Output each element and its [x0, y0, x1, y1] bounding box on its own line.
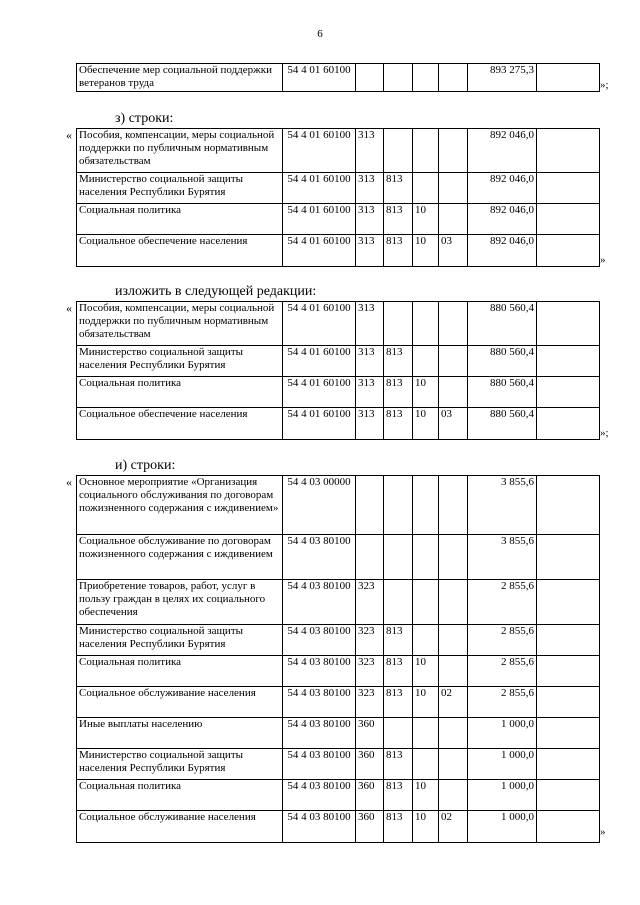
- cell-c6: [439, 302, 468, 346]
- cell-empty: [537, 377, 600, 408]
- cell-amount: 892 046,0: [468, 204, 537, 235]
- table-row: [77, 749, 600, 780]
- cell-code: 54 4 03 80100: [283, 687, 356, 718]
- cell-code: 54 4 01 60100: [283, 235, 356, 267]
- cell-c5: 10: [413, 408, 439, 440]
- cell-c4: 813: [384, 811, 413, 843]
- cell-c5: 10: [413, 235, 439, 267]
- table-row: [77, 204, 600, 235]
- cell-c3: 313: [356, 173, 384, 204]
- close-quote-section2: »;: [600, 427, 609, 439]
- cell-c3: 313: [356, 377, 384, 408]
- cell-c3: 323: [356, 625, 384, 656]
- cell-name: Социальное обслуживание населения: [77, 811, 283, 843]
- cell-name: Пособия, компенсации, меры социальной поддержки по публичным нормативным обязательствам: [77, 302, 283, 346]
- open-quote-section1: «: [66, 128, 72, 142]
- table-row: [77, 625, 600, 656]
- table-section0: [76, 63, 600, 92]
- cell-c3: 313: [356, 235, 384, 267]
- table-row: [77, 129, 600, 173]
- cell-c4: [384, 302, 413, 346]
- cell-empty: [537, 408, 600, 440]
- cell-c6: [439, 173, 468, 204]
- cell-empty: [537, 780, 600, 811]
- cell-c5: 10: [413, 656, 439, 687]
- cell-code: 54 4 01 60100: [283, 302, 356, 346]
- cell-code: 54 4 01 60100: [283, 377, 356, 408]
- table-section3: [76, 475, 600, 843]
- table-row: [77, 476, 600, 535]
- cell-c3: [356, 535, 384, 580]
- cell-c6: [439, 476, 468, 535]
- cell-c3: 323: [356, 580, 384, 625]
- cell-c5: [413, 173, 439, 204]
- table-row: [77, 235, 600, 267]
- table-row: [77, 656, 600, 687]
- cell-c4: [384, 129, 413, 173]
- cell-c3: [356, 64, 384, 92]
- table-row: [77, 535, 600, 580]
- cell-c4: 813: [384, 204, 413, 235]
- cell-name: Социальное обслуживание по договорам пожизненного содержания с иждивением: [77, 535, 283, 580]
- cell-amount: 2 855,6: [468, 687, 537, 718]
- cell-name: Министерство социальной защиты населения Республики Бурятия: [77, 625, 283, 656]
- cell-amount: 880 560,4: [468, 302, 537, 346]
- cell-empty: [537, 749, 600, 780]
- cell-c4: 813: [384, 173, 413, 204]
- cell-empty: [537, 580, 600, 625]
- cell-c6: [439, 780, 468, 811]
- cell-c4: 813: [384, 346, 413, 377]
- open-quote-section3: «: [66, 475, 72, 489]
- cell-c5: [413, 718, 439, 749]
- cell-c3: 360: [356, 749, 384, 780]
- cell-c4: 813: [384, 749, 413, 780]
- cell-c6: [439, 204, 468, 235]
- cell-c4: [384, 535, 413, 580]
- cell-c3: 313: [356, 204, 384, 235]
- cell-c5: [413, 749, 439, 780]
- rows: [77, 129, 600, 267]
- cell-empty: [537, 625, 600, 656]
- table-row: [77, 346, 600, 377]
- cell-c3: [356, 476, 384, 535]
- cell-empty: [537, 173, 600, 204]
- cell-name: Основное мероприятие «Организация социального обслуживания по договорам пожизненного содержания с иждивением»: [77, 476, 283, 535]
- cell-c5: [413, 129, 439, 173]
- cell-amount: 1 000,0: [468, 718, 537, 749]
- cell-c3: 313: [356, 302, 384, 346]
- cell-amount: 880 560,4: [468, 346, 537, 377]
- cell-empty: [537, 64, 600, 92]
- cell-name: Иные выплаты населению: [77, 718, 283, 749]
- cell-code: 54 4 03 80100: [283, 780, 356, 811]
- cell-code: 54 4 03 80100: [283, 535, 356, 580]
- cell-c3: 323: [356, 656, 384, 687]
- cell-amount: 1 000,0: [468, 780, 537, 811]
- cell-c5: [413, 346, 439, 377]
- cell-c4: [384, 476, 413, 535]
- cell-name: Социальная политика: [77, 377, 283, 408]
- cell-c5: 10: [413, 204, 439, 235]
- rows: [77, 302, 600, 440]
- cell-c6: [439, 377, 468, 408]
- cell-c6: [439, 656, 468, 687]
- cell-code: 54 4 01 60100: [283, 129, 356, 173]
- table-row: [77, 580, 600, 625]
- cell-c4: [384, 64, 413, 92]
- table-row: [77, 64, 600, 92]
- cell-c5: [413, 580, 439, 625]
- cell-name: Приобретение товаров, работ, услуг в пользу граждан в целях их социального обеспечения: [77, 580, 283, 625]
- cell-c3: 313: [356, 129, 384, 173]
- cell-c4: 813: [384, 656, 413, 687]
- cell-c6: [439, 749, 468, 780]
- cell-name: Социальная политика: [77, 656, 283, 687]
- cell-amount: 2 855,6: [468, 625, 537, 656]
- close-quote-section3: »: [600, 826, 606, 838]
- open-quote-section2: «: [66, 301, 72, 315]
- cell-code: 54 4 03 00000: [283, 476, 356, 535]
- cell-name: Министерство социальной защиты населения Республики Бурятия: [77, 749, 283, 780]
- heading-section3: и) строки:: [115, 458, 176, 473]
- close-quote-section1: »: [600, 254, 606, 266]
- cell-c6: [439, 535, 468, 580]
- cell-c6: 02: [439, 811, 468, 843]
- cell-c4: 813: [384, 408, 413, 440]
- cell-c6: [439, 580, 468, 625]
- cell-amount: 2 855,6: [468, 656, 537, 687]
- cell-amount: 3 855,6: [468, 476, 537, 535]
- cell-empty: [537, 204, 600, 235]
- cell-empty: [537, 656, 600, 687]
- cell-amount: 892 046,0: [468, 129, 537, 173]
- table-row: [77, 302, 600, 346]
- cell-code: 54 4 01 60100: [283, 64, 356, 92]
- close-quote-section0: »;: [600, 79, 609, 91]
- cell-amount: 880 560,4: [468, 377, 537, 408]
- cell-c5: [413, 476, 439, 535]
- cell-empty: [537, 346, 600, 377]
- table-row: [77, 173, 600, 204]
- rows: [77, 476, 600, 843]
- cell-c6: [439, 129, 468, 173]
- table-row: [77, 377, 600, 408]
- cell-c5: 10: [413, 811, 439, 843]
- cell-c6: 03: [439, 235, 468, 267]
- cell-c3: 323: [356, 687, 384, 718]
- cell-amount: 1 000,0: [468, 811, 537, 843]
- cell-empty: [537, 129, 600, 173]
- cell-c5: [413, 64, 439, 92]
- cell-c6: [439, 718, 468, 749]
- cell-amount: 2 855,6: [468, 580, 537, 625]
- cell-c4: [384, 718, 413, 749]
- cell-c3: 313: [356, 346, 384, 377]
- cell-c5: 10: [413, 687, 439, 718]
- cell-empty: [537, 687, 600, 718]
- heading-section1: з) строки:: [115, 111, 174, 126]
- cell-c3: 360: [356, 718, 384, 749]
- table-row: [77, 718, 600, 749]
- cell-c4: [384, 580, 413, 625]
- cell-c5: [413, 625, 439, 656]
- cell-name: Социальное обеспечение населения: [77, 235, 283, 267]
- cell-c3: 360: [356, 780, 384, 811]
- cell-code: 54 4 03 80100: [283, 718, 356, 749]
- cell-empty: [537, 476, 600, 535]
- cell-name: Социальная политика: [77, 780, 283, 811]
- cell-code: 54 4 03 80100: [283, 625, 356, 656]
- cell-amount: 880 560,4: [468, 408, 537, 440]
- heading-section2: изложить в следующей редакции:: [115, 284, 317, 299]
- cell-name: Министерство социальной защиты населения Республики Бурятия: [77, 346, 283, 377]
- table-row: [77, 811, 600, 843]
- cell-name: Министерство социальной защиты населения Республики Бурятия: [77, 173, 283, 204]
- cell-empty: [537, 235, 600, 267]
- cell-c4: 813: [384, 687, 413, 718]
- cell-empty: [537, 718, 600, 749]
- cell-c4: 813: [384, 235, 413, 267]
- cell-c6: [439, 346, 468, 377]
- cell-empty: [537, 811, 600, 843]
- cell-c5: 10: [413, 377, 439, 408]
- cell-name: Пособия, компенсации, меры социальной поддержки по публичным нормативным обязательствам: [77, 129, 283, 173]
- cell-name: Социальная политика: [77, 204, 283, 235]
- cell-c6: [439, 64, 468, 92]
- cell-c4: 813: [384, 780, 413, 811]
- cell-c6: 02: [439, 687, 468, 718]
- table-row: [77, 408, 600, 440]
- cell-c6: [439, 625, 468, 656]
- rows: [77, 64, 600, 92]
- table-section2: [76, 301, 600, 440]
- cell-amount: 893 275,3: [468, 64, 537, 92]
- cell-c6: 03: [439, 408, 468, 440]
- cell-empty: [537, 302, 600, 346]
- cell-c3: 313: [356, 408, 384, 440]
- cell-c3: 360: [356, 811, 384, 843]
- cell-code: 54 4 03 80100: [283, 656, 356, 687]
- cell-c4: 813: [384, 625, 413, 656]
- cell-empty: [537, 535, 600, 580]
- cell-code: 54 4 03 80100: [283, 749, 356, 780]
- table-row: [77, 780, 600, 811]
- page-number: 6: [317, 28, 323, 40]
- cell-code: 54 4 01 60100: [283, 173, 356, 204]
- table-section1: [76, 128, 600, 267]
- cell-code: 54 4 01 60100: [283, 346, 356, 377]
- cell-code: 54 4 01 60100: [283, 408, 356, 440]
- cell-code: 54 4 03 80100: [283, 811, 356, 843]
- cell-code: 54 4 03 80100: [283, 580, 356, 625]
- cell-c5: 10: [413, 780, 439, 811]
- cell-amount: 3 855,6: [468, 535, 537, 580]
- cell-c5: [413, 535, 439, 580]
- table-row: [77, 687, 600, 718]
- cell-name: Обеспечение мер социальной поддержки ветеранов труда: [77, 64, 283, 92]
- cell-name: Социальное обеспечение населения: [77, 408, 283, 440]
- cell-c5: [413, 302, 439, 346]
- cell-c4: 813: [384, 377, 413, 408]
- cell-amount: 1 000,0: [468, 749, 537, 780]
- cell-code: 54 4 01 60100: [283, 204, 356, 235]
- cell-amount: 892 046,0: [468, 235, 537, 267]
- cell-amount: 892 046,0: [468, 173, 537, 204]
- cell-name: Социальное обслуживание населения: [77, 687, 283, 718]
